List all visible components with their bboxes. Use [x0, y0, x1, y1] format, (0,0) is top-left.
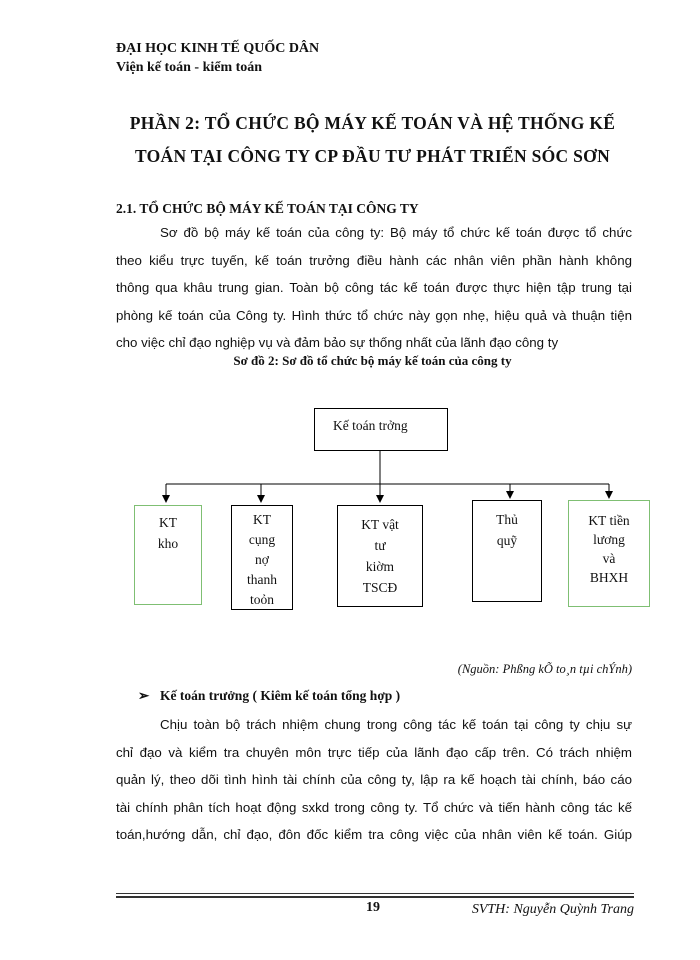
paragraph-line: chỉ đạo và kiểm tra chuyên môn trực tiếp của lãnh đạo cấp trên. Có trách nhiệm: [116, 744, 632, 760]
org-box-line: tư: [374, 538, 386, 553]
org-box-line: KT tiền: [588, 513, 630, 528]
org-box-thu-quy: [472, 500, 542, 602]
footer-rule-thick: [116, 896, 634, 898]
paragraph-line: phòng kế toán của Công ty. Hình thức tổ chức này gọn nhẹ, hiệu quả và thuận tiện: [116, 307, 632, 323]
university-name: ĐẠI HỌC KINH TẾ QUỐC DÂN: [116, 41, 320, 56]
paragraph-line: Chịu toàn bộ trách nhiệm chung trong công tác kế toán tại công ty chịu sự: [160, 717, 632, 732]
org-box-line: kho: [157, 536, 179, 551]
org-box-line: KT vật: [361, 517, 399, 532]
org-box-line: KT: [253, 512, 271, 527]
org-box-line: TSCĐ: [362, 580, 398, 595]
org-box-line: KT: [159, 515, 177, 530]
org-box-line: và: [602, 551, 616, 566]
org-box-line: thanh: [247, 572, 277, 587]
chief-accountant-paragraph: [116, 711, 632, 849]
paragraph-line: toán,hướng dẫn, chỉ đạo, đôn đốc kiểm tra công việc của nhân viên kế toán. Giúp: [116, 827, 632, 842]
org-box-kt-kho: [134, 505, 202, 605]
section-heading: 2.1. TỔ CHỨC BỘ MÁY KẾ TOÁN TẠI CÔNG TY: [116, 201, 419, 216]
paragraph-line: Sơ đồ bộ máy kế toán của công ty: Bộ máy tổ chức kế toán được tổ chức: [160, 225, 632, 240]
bullet-heading: [138, 688, 400, 704]
org-box-kt-cong-no: [231, 505, 293, 610]
paragraph-line: quản lý, theo dõi tình hình tài chính của công ty, lập ra kế hoạch tài chính, báo cáo: [116, 772, 632, 787]
bullet-label: Kế toán trưởng ( Kiêm kế toán tổng hợp ): [160, 688, 401, 703]
paragraph-line: cho việc chỉ đạo nghiệp vụ và đảm bảo sự thống nhất của lãnh đạo công ty: [116, 335, 559, 350]
footer-rule: [116, 893, 634, 894]
paragraph-line: thông qua khâu trung gian. Toàn bộ công tác kế toán được thực hiện tập trung tại: [116, 280, 632, 295]
part-title-line-1: PHẦN 2: TỔ CHỨC BỘ MÁY KẾ TOÁN VÀ HỆ THỐNG KẾ: [129, 113, 616, 133]
org-box-line: kiờm: [365, 559, 395, 574]
org-box-line: quỹ: [496, 533, 518, 548]
paragraph-line: tài chính phân tích hoạt động sxkd trong công ty. Tổ chức và tiến hành công tác kế: [116, 799, 632, 815]
org-box-line: cụng: [248, 532, 276, 547]
root-box-ke-toan-truong: [314, 408, 448, 451]
org-box-line: lương: [593, 532, 625, 547]
org-box-line: BHXH: [589, 570, 629, 585]
org-box-line: nợ: [255, 552, 269, 567]
part-title-line-2: TOÁN TẠI CÔNG TY CP ĐẦU TƯ PHÁT TRIỂN SÓC SƠN: [134, 146, 611, 166]
org-box-kt-vat-tu: [337, 505, 423, 607]
org-box-line: Thủ: [496, 512, 518, 527]
intro-paragraph: [116, 219, 632, 357]
institute-name: Viện kế toán - kiểm toán: [116, 60, 263, 75]
page-number: 19: [366, 900, 380, 915]
diagram-source-note: (Nguồn: Phßng kÕ to¸n tµi chÝnh): [457, 662, 632, 676]
org-box-line: toỏn: [249, 592, 274, 607]
root-label: Kế toán trởng: [333, 418, 408, 433]
org-box-kt-tien-luong: [568, 500, 650, 607]
paragraph-line: theo kiểu trực tuyến, kế toán trưởng điều hành các nhân viên phần hành không: [116, 252, 632, 268]
bullet-arrow-icon: ➢: [138, 688, 150, 703]
author-name: SVTH: Nguyễn Quỳnh Trang: [471, 902, 634, 917]
diagram-caption: Sơ đồ 2: Sơ đồ tổ chức bộ máy kế toán của công ty: [233, 353, 512, 368]
